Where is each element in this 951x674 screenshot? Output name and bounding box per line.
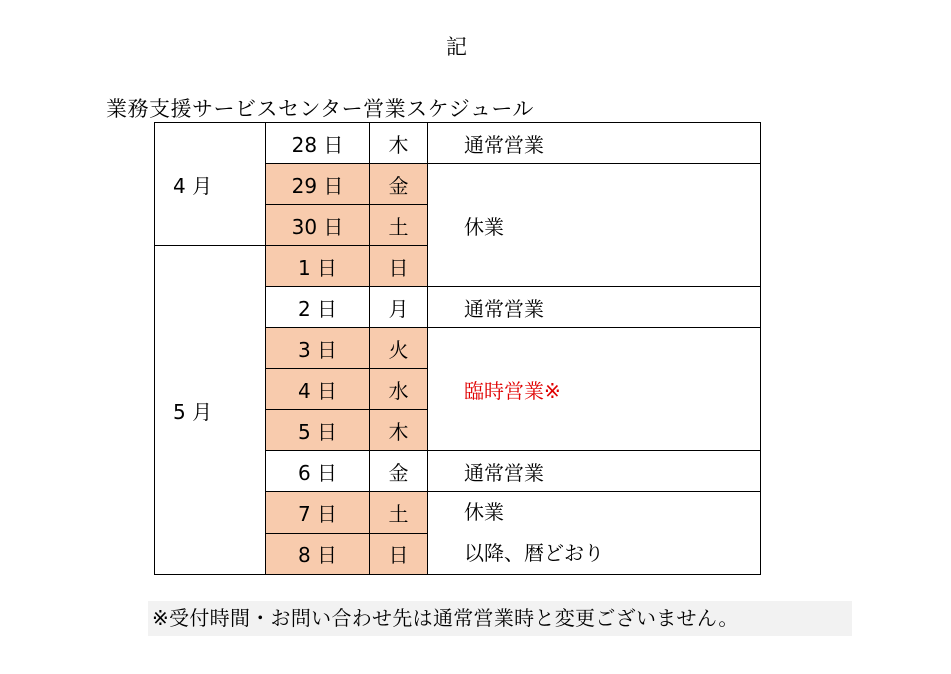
day-cell: 5 日: [266, 410, 370, 451]
day-cell: 7 日: [266, 492, 370, 534]
weekday-cell: 金: [370, 164, 428, 205]
day-cell: 1 日: [266, 246, 370, 287]
weekday-cell: 日: [370, 533, 428, 575]
weekday-cell: 火: [370, 328, 428, 369]
heading-mark: 記: [446, 35, 467, 59]
weekday-cell: 土: [370, 205, 428, 246]
weekday-cell: 水: [370, 369, 428, 410]
status-cell: 通常営業: [428, 123, 761, 164]
weekday-cell: 土: [370, 492, 428, 534]
status-cell: 通常営業: [428, 287, 761, 328]
weekday-cell: 日: [370, 246, 428, 287]
day-cell: 28 日: [266, 123, 370, 164]
footnote: ※受付時間・お問い合わせ先は通常営業時と変更ございません。: [148, 601, 852, 636]
month-cell-april: 4 月: [155, 123, 266, 246]
status-line: 休業: [464, 500, 504, 524]
day-cell: 8 日: [266, 533, 370, 575]
weekday-cell: 木: [370, 123, 428, 164]
table-row: [155, 123, 761, 164]
weekday-cell: 金: [370, 451, 428, 492]
day-cell: 30 日: [266, 205, 370, 246]
weekday-cell: 月: [370, 287, 428, 328]
weekday-cell: 木: [370, 410, 428, 451]
status-cell: 休業: [428, 164, 761, 287]
day-cell: 4 日: [266, 369, 370, 410]
month-cell-may: 5 月: [155, 246, 266, 575]
status-cell-closed: [428, 492, 761, 575]
day-cell: 3 日: [266, 328, 370, 369]
status-line: 以降、暦どおり: [464, 541, 604, 565]
status-cell-special: 臨時営業※: [428, 328, 761, 451]
status-cell: 通常営業: [428, 451, 761, 492]
day-cell: 2 日: [266, 287, 370, 328]
day-cell: 29 日: [266, 164, 370, 205]
schedule-title: 業務支援サービスセンター営業スケジュール: [106, 97, 534, 121]
day-cell: 6 日: [266, 451, 370, 492]
schedule-table: [154, 122, 761, 575]
